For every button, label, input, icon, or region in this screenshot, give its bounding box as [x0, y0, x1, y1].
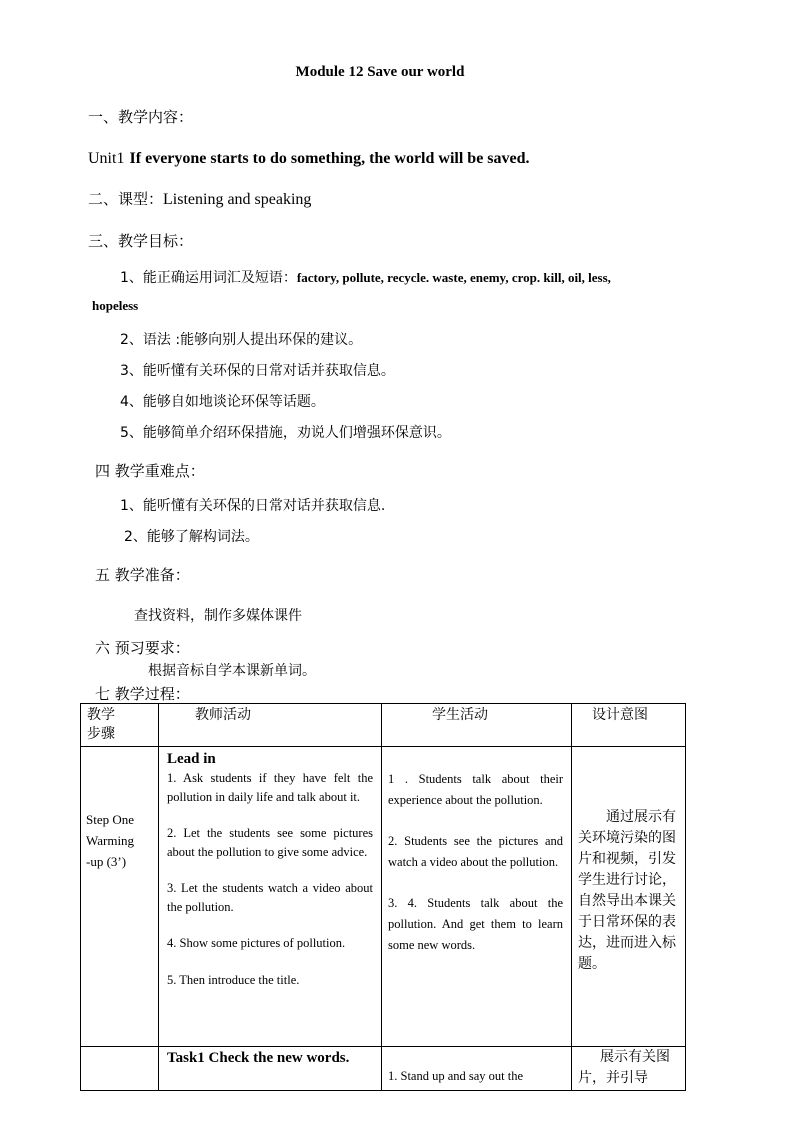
- unit-title: If everyone starts to do something, the world will be saved.: [129, 150, 530, 167]
- table-row: [81, 747, 686, 1047]
- teacher-step-1: 1. Ask students if they have felt the pollution in daily life and talk about it.: [167, 771, 373, 804]
- objective-2: 2、语法 :能够向别人提出环保的建议。: [120, 332, 363, 348]
- student-step-2: 2. Students see the pictures and watch a video about the pollution.: [388, 834, 563, 869]
- step-line1: Step One: [86, 812, 135, 827]
- page-title: Module 12 Save our world: [295, 64, 465, 80]
- step-one-cell: [81, 747, 159, 1047]
- task1-cell: [159, 1047, 382, 1091]
- section-7-heading: 七 教学过程：: [95, 685, 190, 703]
- lesson-type: Listening and speaking: [163, 191, 312, 208]
- teacher-step-4: 4. Show some pictures of pollution.: [167, 936, 346, 950]
- table-row: [81, 1047, 686, 1091]
- step-line2: Warming: [86, 833, 135, 848]
- table-header-row: [81, 704, 686, 747]
- step-two-cell: [81, 1047, 159, 1091]
- header-step: [81, 704, 159, 747]
- preview-requirement: 根据音标自学本课新单词。: [148, 663, 316, 679]
- header-teacher: 教师活动: [159, 704, 382, 747]
- key-point-1: 1、能听懂有关环保的日常对话并获取信息.: [120, 498, 386, 514]
- lead-in-title: Lead in: [167, 751, 216, 767]
- design-intent-cell: 通过展示有关环境污染的图片和视频，引发学生进行讨论，自然导出本课关于日常环保的表达，进而进入标题。: [572, 747, 686, 1047]
- objective-4: 4、能够自如地谈论环保等话题。: [120, 394, 325, 410]
- key-point-2: 2、能够了解构词法。: [124, 529, 259, 545]
- section-6-heading: 六 预习要求：: [95, 639, 190, 657]
- teacher-activity-cell: [159, 747, 382, 1047]
- objective-1: [120, 267, 611, 287]
- teacher-step-3: 3. Let the students watch a video about the pollution.: [167, 881, 373, 914]
- student-step-1: 1 . Students talk about their experience about the pollution.: [388, 772, 563, 807]
- section-5-heading: 五 教学准备：: [95, 566, 190, 584]
- objective-1-words: factory, pollute, recycle. waste, enemy, crop. kill, oil, less,: [296, 270, 611, 285]
- header-step-line2: 步骤: [87, 726, 115, 742]
- student-step-3: 3. 4. Students talk about the pollution. And get them to learn some new words.: [388, 896, 563, 952]
- unit-prefix: Unit1: [88, 150, 125, 167]
- objective-1-continued: hopeless: [92, 298, 139, 313]
- teacher-step-5: 5. Then introduce the title.: [167, 972, 300, 987]
- task1-student-step-1: 1. Stand up and say out the: [388, 1069, 524, 1083]
- header-design: 设计意图: [572, 704, 686, 747]
- objective-1-lead: 1、能正确运用词汇及短语：: [120, 270, 297, 286]
- task1-title: Task1 Check the new words.: [167, 1050, 350, 1066]
- teacher-step-2: 2. Let the students see some pictures about the pollution to give some advice.: [167, 826, 373, 859]
- preparation: 查找资料，制作多媒体课件: [134, 608, 302, 624]
- section-3-heading: 三、教学目标：: [88, 232, 194, 250]
- section-4-heading: 四 教学重难点：: [95, 462, 205, 480]
- task1-student-cell: [382, 1047, 572, 1091]
- student-activity-cell: [382, 747, 572, 1047]
- teaching-process-table: [80, 703, 686, 1091]
- objective-5: 5、能够简单介绍环保措施，劝说人们增强环保意识。: [120, 425, 451, 441]
- section-2: [88, 188, 311, 209]
- section-1-heading: 一、教学内容：: [88, 108, 194, 126]
- objective-3: 3、能听懂有关环保的日常对话并获取信息。: [120, 363, 395, 379]
- unit-line: [88, 148, 530, 168]
- header-student: 学生活动: [382, 704, 572, 747]
- section-2-heading: 二、课型：: [88, 190, 164, 208]
- header-step-line1: 教学: [87, 707, 115, 723]
- task1-design-cell: 展示有关图片，并引导: [572, 1047, 686, 1091]
- step-line3: -up (3’): [86, 854, 127, 869]
